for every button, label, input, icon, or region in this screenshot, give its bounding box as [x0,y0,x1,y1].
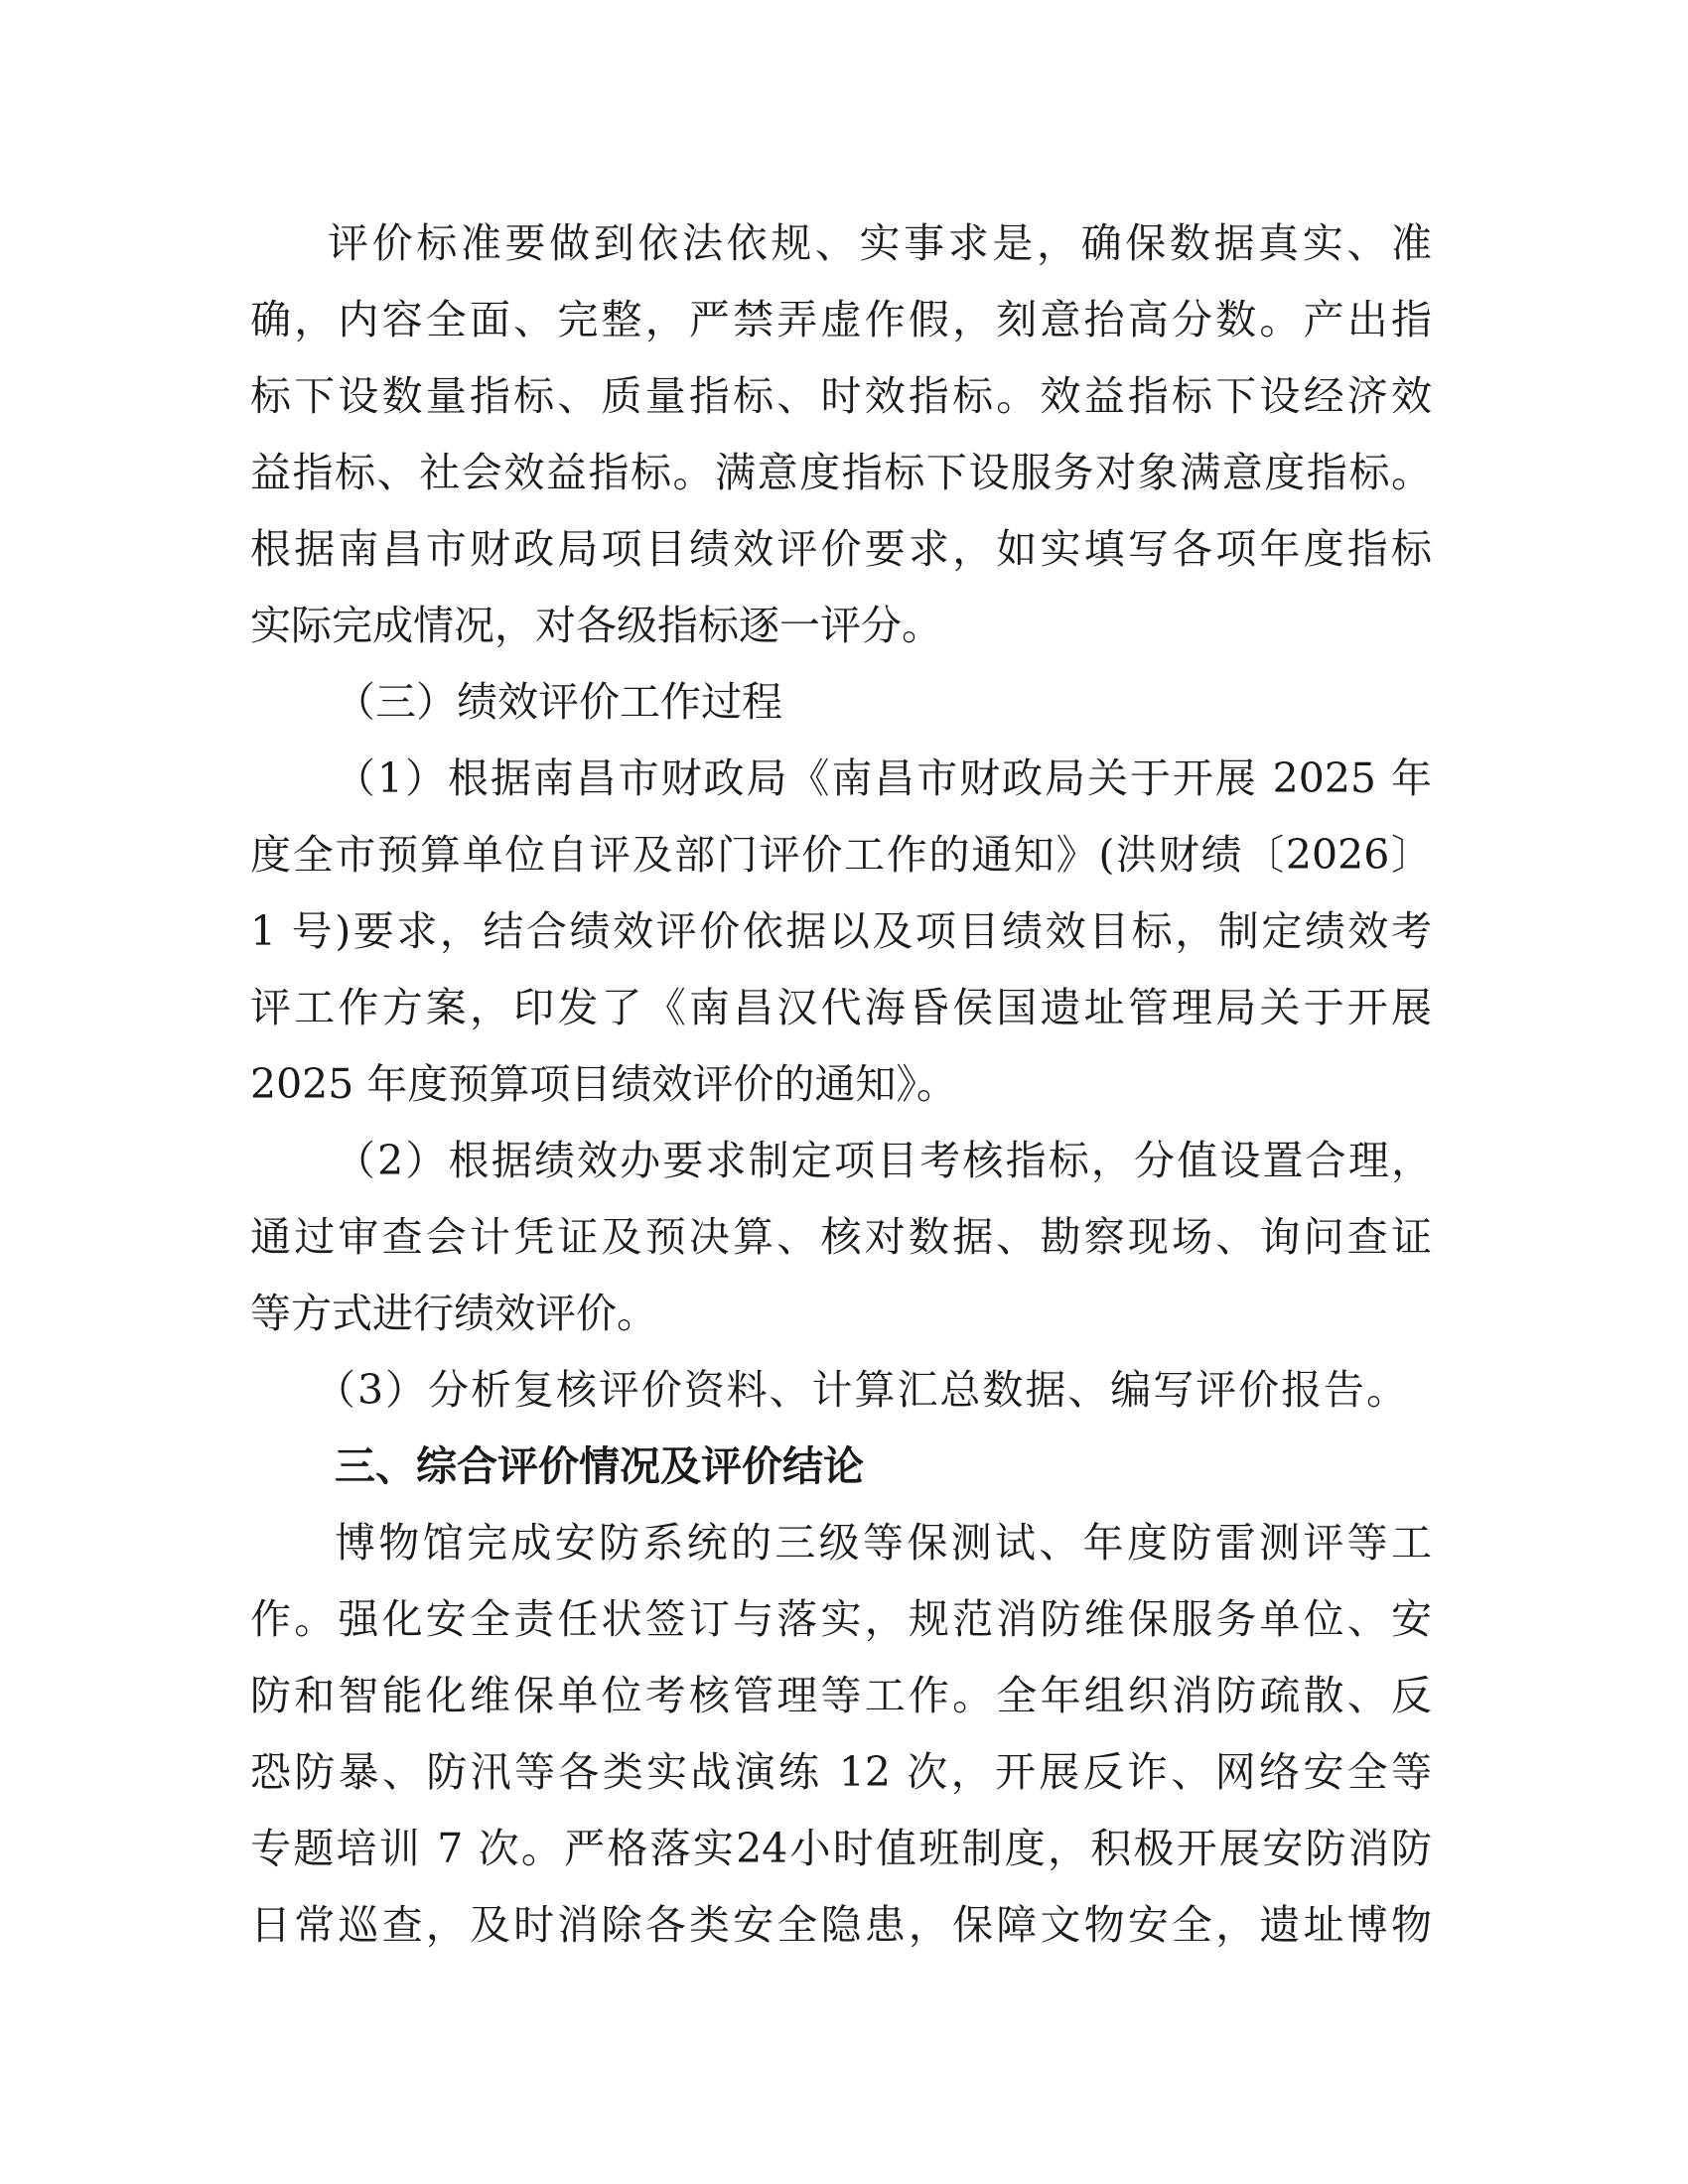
text-line: 专题培训 7 次。严格落实24小时值班制度，积极开展安防消防 [250,1825,1432,1872]
section-subheading: （三）绩效评价工作过程 [335,678,782,726]
text-line: 作。强化安全责任状签订与落实，规范消防维保服务单位、安 [250,1595,1432,1643]
text-line: 益指标、社会效益指标。满意度指标下设服务对象满意度指标。 [250,449,1432,496]
text-line: 评工作方案，印发了《南昌汉代海昏侯国遗址管理局关于开展 [250,984,1432,1031]
text-line: 防和智能化维保单位考核管理等工作。全年组织消防疏散、反 [250,1672,1432,1719]
text-line: 博物馆完成安防系统的三级等保测试、年度防雷测评等工 [335,1519,1432,1567]
text-line: （1）根据南昌市财政局《南昌市财政局关于开展 2025 年 [335,754,1432,802]
text-line: 恐防暴、防汛等各类实战演练 12 次，开展反诈、网络安全等 [250,1748,1432,1796]
text-line: 实际完成情况，对各级指标逐一评分。 [250,602,942,649]
text-line: 2025 年度预算项目绩效评价的通知》。 [250,1060,957,1108]
text-line: 确，内容全面、完整，严禁弄虚作假，刻意抬高分数。产出指 [250,296,1432,343]
text-line: 标下设数量指标、质量指标、时效指标。效益指标下设经济效 [250,372,1432,420]
text-line: 度全市预算单位自评及部门评价工作的通知》(洪财绩〔2026〕 [250,831,1432,879]
text-line: 评价标准要做到依法依规、实事求是，确保数据真实、准 [328,219,1432,267]
section-heading: 三、综合评价情况及评价结论 [335,1442,864,1490]
text-line: （2）根据绩效办要求制定项目考核指标，分值设置合理， [335,1137,1432,1184]
text-line: 根据南昌市财政局项目绩效评价要求，如实填写各项年度指标 [250,525,1432,573]
text-line: 等方式进行绩效评价。 [250,1290,657,1337]
text-line: 日常巡查，及时消除各类安全隐患，保障文物安全，遗址博物 [250,1901,1432,1949]
text-line: 通过审查会计凭证及预决算、核对数据、勘察现场、询问查证 [250,1213,1432,1261]
text-line: （3）分析复核评价资料、计算汇总数据、编写评价报告。 [315,1366,1407,1414]
text-line: 1 号)要求，结合绩效评价依据以及项目绩效目标，制定绩效考 [250,907,1432,955]
